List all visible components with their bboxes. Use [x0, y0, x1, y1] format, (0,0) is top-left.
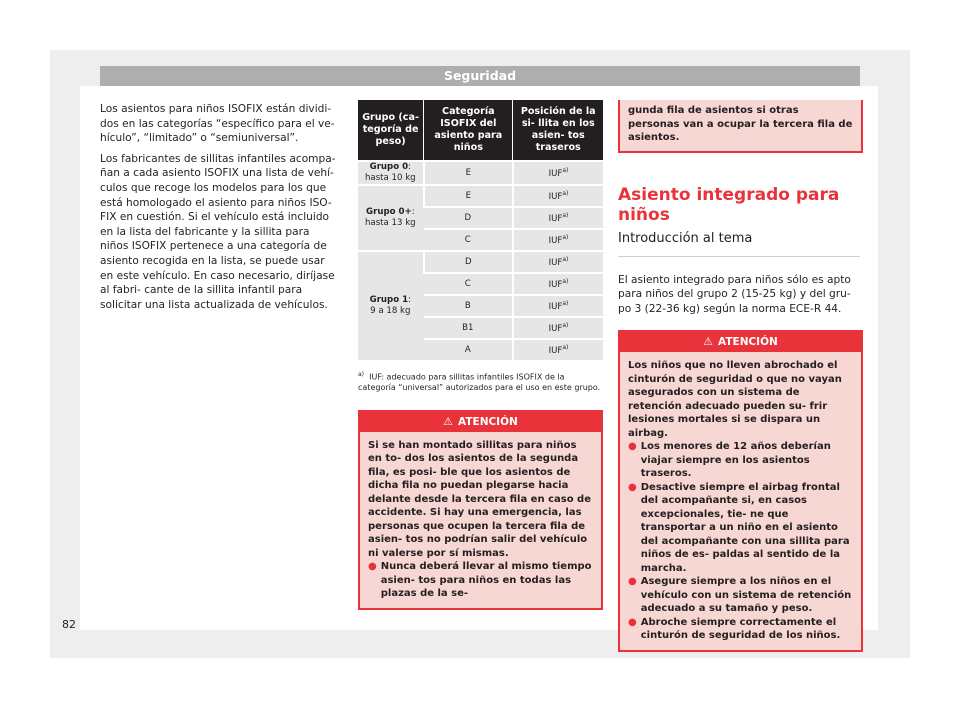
table-footnote — [358, 370, 603, 394]
footnote-mark: a) — [358, 371, 365, 378]
category-cell: B1 — [424, 317, 513, 339]
left-column — [100, 102, 340, 318]
paragraph-isofix-categories: Los asientos para niños ISOFIX están dividi- dos en las categorías “específico para el ve- hículo”, “limitado” o “semiuniversal”. — [100, 103, 335, 145]
section-subheading: Introducción al tema — [618, 231, 860, 257]
warning-text: Si se han montado sillitas para niños en to- dos los asientos de la segunda fila, es posi- ble que los asientos de dicha fila no puedan plegarse hacia delante desde la tercera fila en caso de accidente. Si hay una emergencia, las personas que ocupen la tercera fila de asien- tos no podrían salir del vehículo ni valerse por sí mismas. — [368, 439, 591, 559]
position-cell: IUF$^{a)}$ — [513, 251, 603, 273]
warning-bullet: ● Desactive siempre el airbag frontal del acompañante si, en casos excepcionales, tie- ne que transportar a un niño en el asiento del acompañante con una sillita para niños de es- paldas al sentido de la marcha. — [628, 481, 850, 574]
warning-body — [360, 432, 601, 608]
table-header-category: Categoría ISOFIX del asiento para niños — [424, 100, 513, 161]
intro-paragraph: El asiento integrado para niños sólo es apto para niños del grupo 2 (15-25 kg) y del gru- po 3 (22-36 kg) según la norma ECE-R 44. — [618, 273, 851, 315]
warning-bullet: ● Asegure siempre a los niños en el vehículo con un sistema de retención adecuado a su tamaño y peso. — [628, 576, 852, 615]
table-header-group: Grupo (ca- tegoría de peso) — [358, 100, 424, 161]
category-cell: E — [424, 185, 513, 207]
warning-bullet: ● Nunca deberá llevar al mismo tiempo asien- tos para niños en todas las plazas de la se- — [368, 561, 592, 600]
right-column — [618, 100, 860, 652]
position-cell: IUF$^{a)}$ — [513, 229, 603, 251]
warning-bullet: ● Los menores de 12 años deberían viajar siempre en los asientos traseros. — [628, 441, 831, 480]
section-heading: Asiento integrado para niños — [618, 184, 840, 225]
category-cell: C — [424, 229, 513, 251]
warning-header — [620, 332, 861, 352]
category-cell: B — [424, 295, 513, 317]
position-cell: IUF$^{a)}$ — [513, 317, 603, 339]
group-name: Grupo 0 — [369, 162, 409, 172]
position-cell: IUF$^{a)}$ — [513, 273, 603, 295]
table-row — [358, 161, 603, 185]
group-name: Grupo 1 — [369, 295, 409, 305]
warning-triangle-icon: ⚠ — [703, 335, 714, 349]
isofix-table — [358, 100, 603, 360]
warning-triangle-icon: ⚠ — [443, 414, 454, 428]
bullet-icon: ● — [368, 561, 377, 573]
warning-bullet: ● Abroche siempre correctamente el cinturón de seguridad de los niños. — [628, 616, 841, 642]
table-row — [358, 251, 603, 273]
group-cell: Grupo 0: hasta 10 kg — [358, 161, 424, 185]
middle-column — [358, 100, 603, 610]
section-header: Seguridad — [100, 66, 860, 86]
warning-title: ATENCIÓN — [458, 415, 518, 428]
warning-continuation: gunda fila de asientos si otras personas van a ocupar la tercera fila de asientos. — [618, 100, 863, 153]
group-weight: 9 a 18 kg — [370, 306, 411, 316]
warning-box-third-row — [358, 410, 603, 610]
group-cell: Grupo 1: 9 a 18 kg — [358, 251, 424, 360]
position-cell: IUF$^{a)}$ — [513, 185, 603, 207]
group-weight: hasta 13 kg — [364, 218, 416, 228]
group-cell: Grupo 0+: hasta 13 kg — [358, 185, 424, 251]
bullet-icon: ● — [628, 481, 637, 493]
warning-text: Los niños que no lleven abrochado el cinturón de seguridad o que no vayan asegurados con un sistema de retención adecuado pueden su- frir lesiones mortales si se dispara un airbag. — [628, 360, 842, 439]
page-number: 82 — [62, 618, 76, 631]
warning-body — [620, 352, 861, 650]
warning-box-airbag — [618, 330, 863, 652]
group-name: Grupo 0+ — [366, 207, 412, 217]
warning-header — [360, 412, 601, 432]
group-weight: hasta 10 kg — [364, 173, 416, 183]
bullet-icon: ● — [628, 441, 637, 453]
footnote-text: IUF: adecuado para sillitas infantiles ISOFIX de la categoría “universal” autorizados para el uso en este grupo. — [358, 372, 601, 393]
position-cell: IUF$^{a)}$ — [513, 207, 603, 229]
warning-title: ATENCIÓN — [718, 336, 778, 349]
category-cell: C — [424, 273, 513, 295]
category-cell: A — [424, 339, 513, 360]
position-cell: IUF$^{a)}$ — [513, 339, 603, 360]
category-cell: E — [424, 161, 513, 185]
table-header-position: Posición de la si- llita en los asien- tos traseros — [513, 100, 603, 161]
category-cell: D — [424, 251, 513, 273]
table-row — [358, 185, 603, 207]
bullet-icon: ● — [628, 616, 637, 628]
position-cell: IUF$^{a)}$ — [513, 161, 603, 185]
bullet-icon: ● — [628, 576, 637, 588]
paragraph-manufacturers: Los fabricantes de sillitas infantiles acompa- ñan a cada asiento ISOFIX una lista de vehí- culos que recoge los modelos para los que está homologado el asiento para niños ISO- FIX en cuestión. Si el vehículo está incluido en la lista del fabricante y la sillita para niños ISOFIX pertenece a una categoría de asiento recogida en la lista, se puede usar en este vehículo. En caso necesario, diríjase al fabri- cante de la sillita infantil para solicitar una lista actualizada de vehículos. — [100, 152, 336, 311]
category-cell: D — [424, 207, 513, 229]
position-cell: IUF$^{a)}$ — [513, 295, 603, 317]
